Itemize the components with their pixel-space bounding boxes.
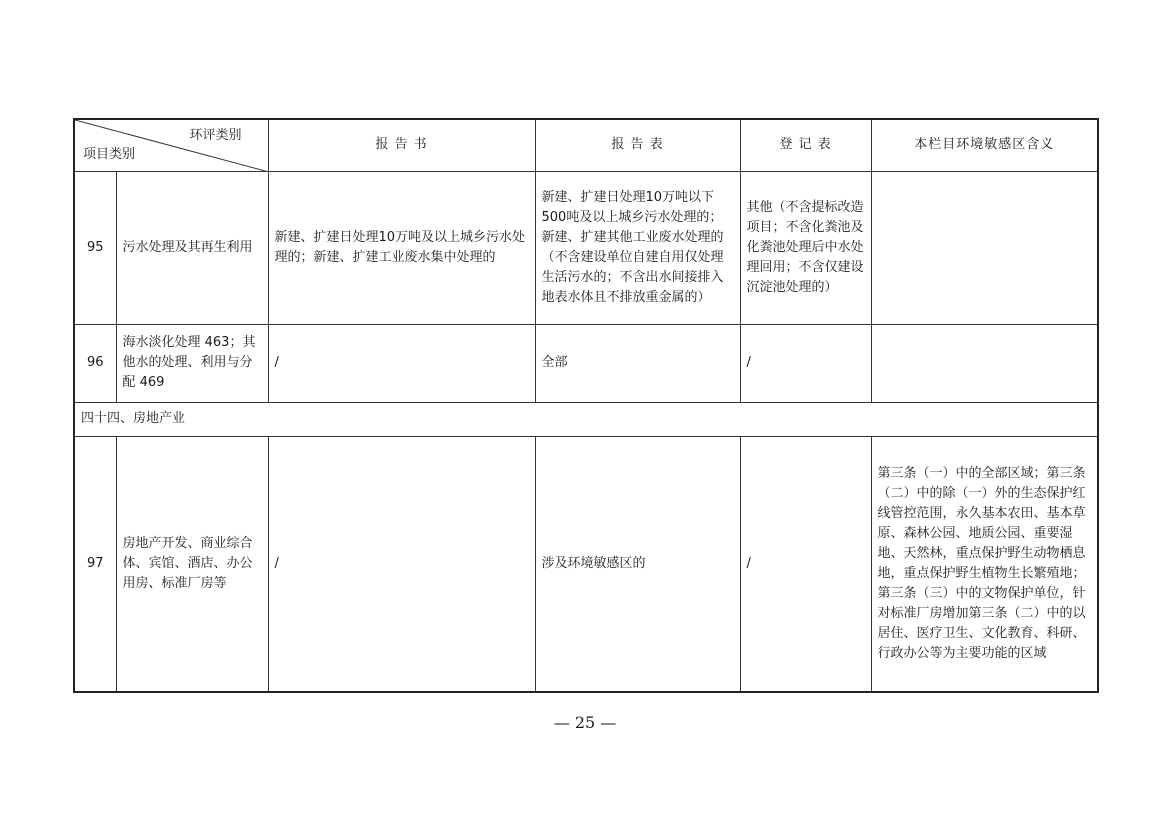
sensitive-area-cell: [871, 324, 1098, 402]
sensitive-area-cell: [871, 171, 1098, 324]
row-number: 95: [74, 171, 116, 324]
row-number: 96: [74, 324, 116, 402]
project-category-label: 项目类别: [83, 146, 136, 162]
section-row: [74, 402, 1098, 436]
report-book-header: 报 告 书: [268, 119, 535, 171]
page-number: — 25 —: [553, 713, 617, 732]
table-row: [74, 436, 1098, 692]
registration-header: 登 记 表: [740, 119, 871, 171]
classification-table: [73, 118, 1099, 693]
report-form-cell: 涉及环境敏感区的: [535, 436, 740, 692]
report-book-cell: /: [268, 324, 535, 402]
eia-category-label: 环评类别: [189, 128, 242, 143]
table-row: [74, 324, 1098, 402]
section-title: 四十四、房地产业: [74, 402, 1098, 436]
header-row: [74, 119, 1098, 171]
corner-header-cell: [74, 119, 268, 171]
report-book-cell: 新建、扩建日处理10万吨及以上城乡污水处理的；新建、扩建工业废水集中处理的: [268, 171, 535, 324]
report-form-header: 报 告 表: [535, 119, 740, 171]
report-book-cell: /: [268, 436, 535, 692]
report-form-cell: 新建、扩建日处理10万吨以下500吨及以上城乡污水处理的；新建、扩建其他工业废水处理的（不含建设单位自建自用仅处理生活污水的；不含出水间接排入地表水体且不排放重金属的）: [535, 171, 740, 324]
table-row: [74, 171, 1098, 324]
project-category: 海水淡化处理 463；其他水的处理、利用与分配 469: [116, 324, 268, 402]
project-category: 房地产开发、商业综合体、宾馆、酒店、办公用房、标准厂房等: [116, 436, 268, 692]
project-category: 污水处理及其再生利用: [116, 171, 268, 324]
registration-cell: /: [740, 324, 871, 402]
row-number: 97: [74, 436, 116, 692]
registration-cell: /: [740, 436, 871, 692]
sensitive-area-header: 本栏目环境敏感区含义: [871, 119, 1098, 171]
report-form-cell: 全部: [535, 324, 740, 402]
sensitive-area-cell: 第三条（一）中的全部区域；第三条（二）中的除（一）外的生态保护红线管控范围，永久基本农田、基本草原、森林公园、地质公园、重要湿地、天然林，重点保护野生动物栖息地，重点保护野生植物生长繁殖地；第三条（三）中的文物保护单位，针对标准厂房增加第三条（二）中的以居住、医疗卫生、文化教育、科研、行政办公等为主要功能的区域: [871, 436, 1098, 692]
registration-cell: 其他（不含提标改造项目；不含化粪池及化粪池处理后中水处理回用；不含仅建设沉淀池处理的）: [740, 171, 871, 324]
